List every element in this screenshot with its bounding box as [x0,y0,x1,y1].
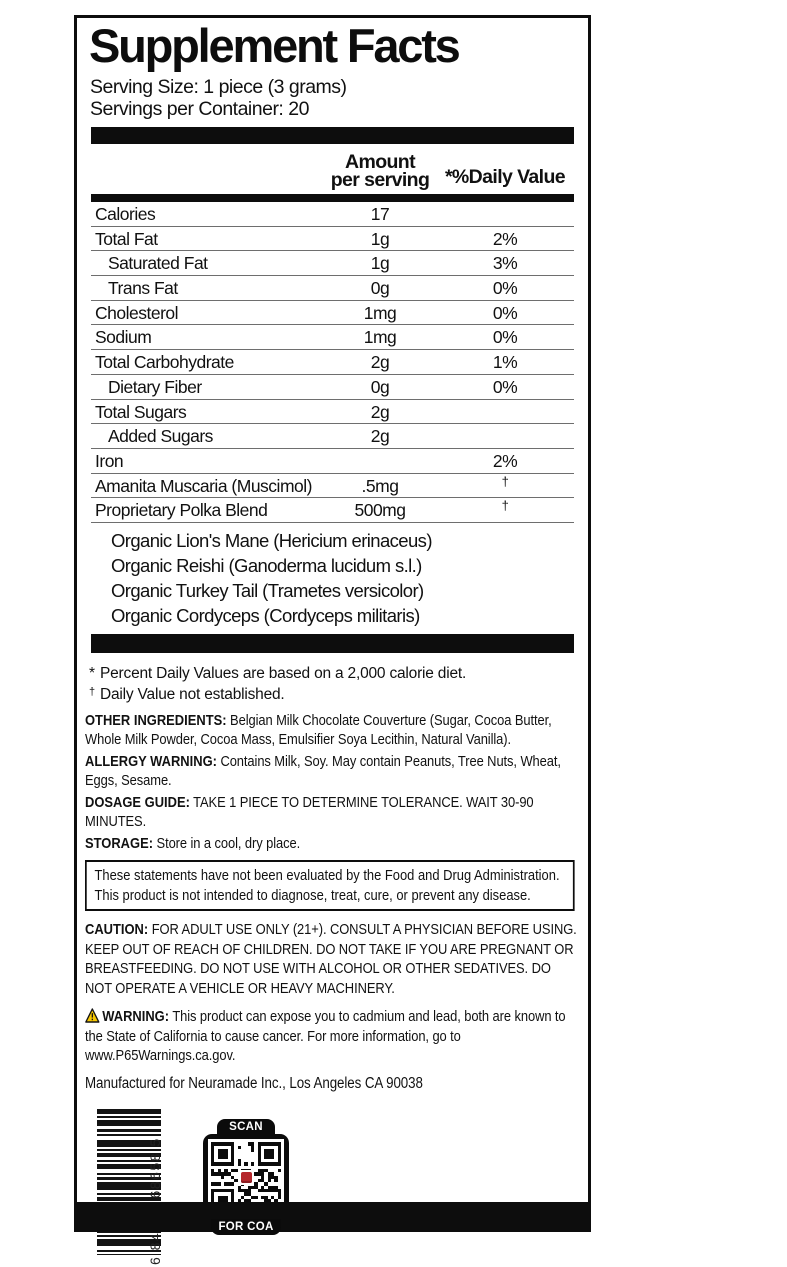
nutrient-name: Trans Fat [108,278,178,299]
footnote [89,683,580,705]
blend-ingredient: Organic Lion's Mane (Hericium erinaceus) [111,529,432,551]
amount-header-line1: Amount [344,151,416,173]
nutrient-amount: 1g [370,253,390,274]
daily-value-column-header: *%Daily Value [444,166,566,188]
nutrient-name: Iron [95,450,124,471]
serving-size: Serving Size: 1 piece (3 grams) [90,76,347,98]
nutrient-daily-value: 2% [492,228,518,249]
prop65-text: This product can expose you to cadmium and lead, both are known to the State of California to cause cancer. For more information, go to www.P65Warnings.ca.gov. [85,1008,566,1065]
fda-disclaimer-box: These statements have not been evaluated by the Food and Drug Administration. This product is not intended to diagnose, treat, cure, or prevent any disease. [85,860,575,911]
serving-info [90,76,580,120]
manufacturer-line: Manufactured for Neuramade Inc., Los Angeles CA 90038 [85,1074,423,1092]
label-bottom-bar [74,1202,591,1232]
warning-triangle-icon [85,1008,100,1023]
nutrient-daily-value: 0% [492,302,518,323]
info-section-label: ALLERGY WARNING: [85,752,217,770]
nutrient-amount: 500mg [354,500,406,521]
nutrient-daily-value: † [501,498,509,514]
info-section-label: OTHER INGREDIENTS: [85,711,227,729]
footnote [89,664,580,684]
prop65-label: WARNING: [102,1008,170,1026]
footnote-symbol: * [89,664,95,682]
table-row [91,498,574,523]
qr-scan-label: SCAN [217,1119,275,1135]
nutrient-name: Added Sugars [108,426,213,447]
column-headers [91,144,574,194]
supplement-facts-label [74,15,591,1234]
info-section [85,711,580,750]
footnote-text: Daily Value not established. [100,686,285,704]
servings-per-container: Servings per Container: 20 [90,98,309,120]
table-row [91,474,574,499]
caution-section [85,920,580,998]
nutrient-daily-value: 0% [492,278,518,299]
info-section-text: Contains Milk, Soy. May contain Peanuts, Tree Nuts, Wheat, Eggs, Sesame. [85,752,561,790]
blend-ingredient: Organic Cordyceps (Cordyceps militaris) [111,604,420,626]
nutrient-name: Total Fat [95,228,158,249]
nutrient-amount: 0g [370,376,390,397]
blend-ingredient: Organic Turkey Tail (Trametes versicolor) [111,579,424,601]
nutrient-daily-value: 2% [492,450,518,471]
nutrient-daily-value: 0% [492,327,518,348]
table-row [91,276,574,301]
nutrient-name: Proprietary Polka Blend [95,500,268,521]
caution-label: CAUTION: [85,921,149,939]
blend-ingredient: Organic Reishi (Ganoderma lucidum s.l.) [111,554,422,576]
facts-table [91,127,574,653]
info-section-label: STORAGE: [85,834,154,852]
nutrient-amount: 1g [370,228,390,249]
nutrient-amount: 2g [370,401,390,422]
table-row [91,325,574,350]
label-title: Supplement Facts [89,19,459,72]
divider-bar-bottom [91,634,574,653]
info-block [85,711,580,1094]
nutrient-amount: 1mg [363,327,397,348]
table-row [91,449,574,474]
nutrient-name: Saturated Fat [108,253,208,274]
amount-column-header [310,153,450,189]
footnote-symbol: † [89,686,95,699]
table-row [91,424,574,449]
footnote-text: Percent Daily Values are based on a 2,000 calorie diet. [100,664,467,682]
nutrient-name: Total Sugars [95,401,187,422]
nutrient-amount: 1mg [363,302,397,323]
nutrient-name: Calories [95,204,156,224]
prop65-warning [85,1007,580,1066]
amount-header-line2: per serving [330,169,430,191]
info-section-label: DOSAGE GUIDE: [85,793,190,811]
nutrient-daily-value: 0% [492,376,518,397]
nutrient-amount: 17 [370,204,390,224]
table-row [91,375,574,400]
nutrient-name: Total Carbohydrate [95,352,234,373]
caution-text: FOR ADULT USE ONLY (21+). CONSULT A PHYSICIAN BEFORE USING. KEEP OUT OF REACH OF CHILDREN. DO NOT TAKE IF YOU ARE PREGNANT OR BREASTFEEDING. DO NOT USE WITH ALCOHOL OR OTHER SEDATIVES. DO NOT OPERATE A VEHICLE OR HEAVY MACHINERY. [85,921,577,997]
qr-coa-label: FOR COA [211,1219,281,1235]
footnotes [89,664,580,705]
facts-table-body [91,202,574,523]
nutrient-amount: 0g [370,278,390,299]
table-row [91,227,574,252]
divider-bar-top [91,127,574,144]
info-section [85,793,580,832]
nutrient-daily-value: 1% [492,352,518,373]
nutrient-name: Sodium [95,327,152,348]
table-row [91,251,574,276]
divider-bar-header [91,194,574,202]
info-section-text: Store in a cool, dry place. [156,834,301,852]
table-row [91,202,574,227]
nutrient-amount: .5mg [361,475,399,496]
table-row [91,350,574,375]
blend-ingredients-list [111,528,574,628]
info-section-text: TAKE 1 PIECE TO DETERMINE TOLERANCE. WAIT 30-90 MINUTES. [85,793,534,831]
table-row [91,400,574,425]
nutrient-amount: 2g [370,426,390,447]
nutrient-name: Amanita Muscaria (Muscimol) [95,475,312,496]
info-section [85,752,580,791]
info-sections [85,711,580,854]
codes-region [85,1101,580,1267]
info-section-text: Belgian Milk Chocolate Couverture (Sugar, Cocoa Butter, Whole Milk Powder, Cocoa Mass, Emulsifier Soya Lecithin, Natural Vanilla). [85,711,552,749]
nutrient-daily-value: † [501,473,509,489]
info-section [85,834,580,854]
nutrient-amount: 2g [370,352,390,373]
nutrient-name: Cholesterol [95,302,179,323]
qr-center-logo-icon [239,1170,254,1185]
nutrient-daily-value: 3% [492,253,518,274]
table-row [91,301,574,326]
nutrient-name: Dietary Fiber [108,376,202,397]
